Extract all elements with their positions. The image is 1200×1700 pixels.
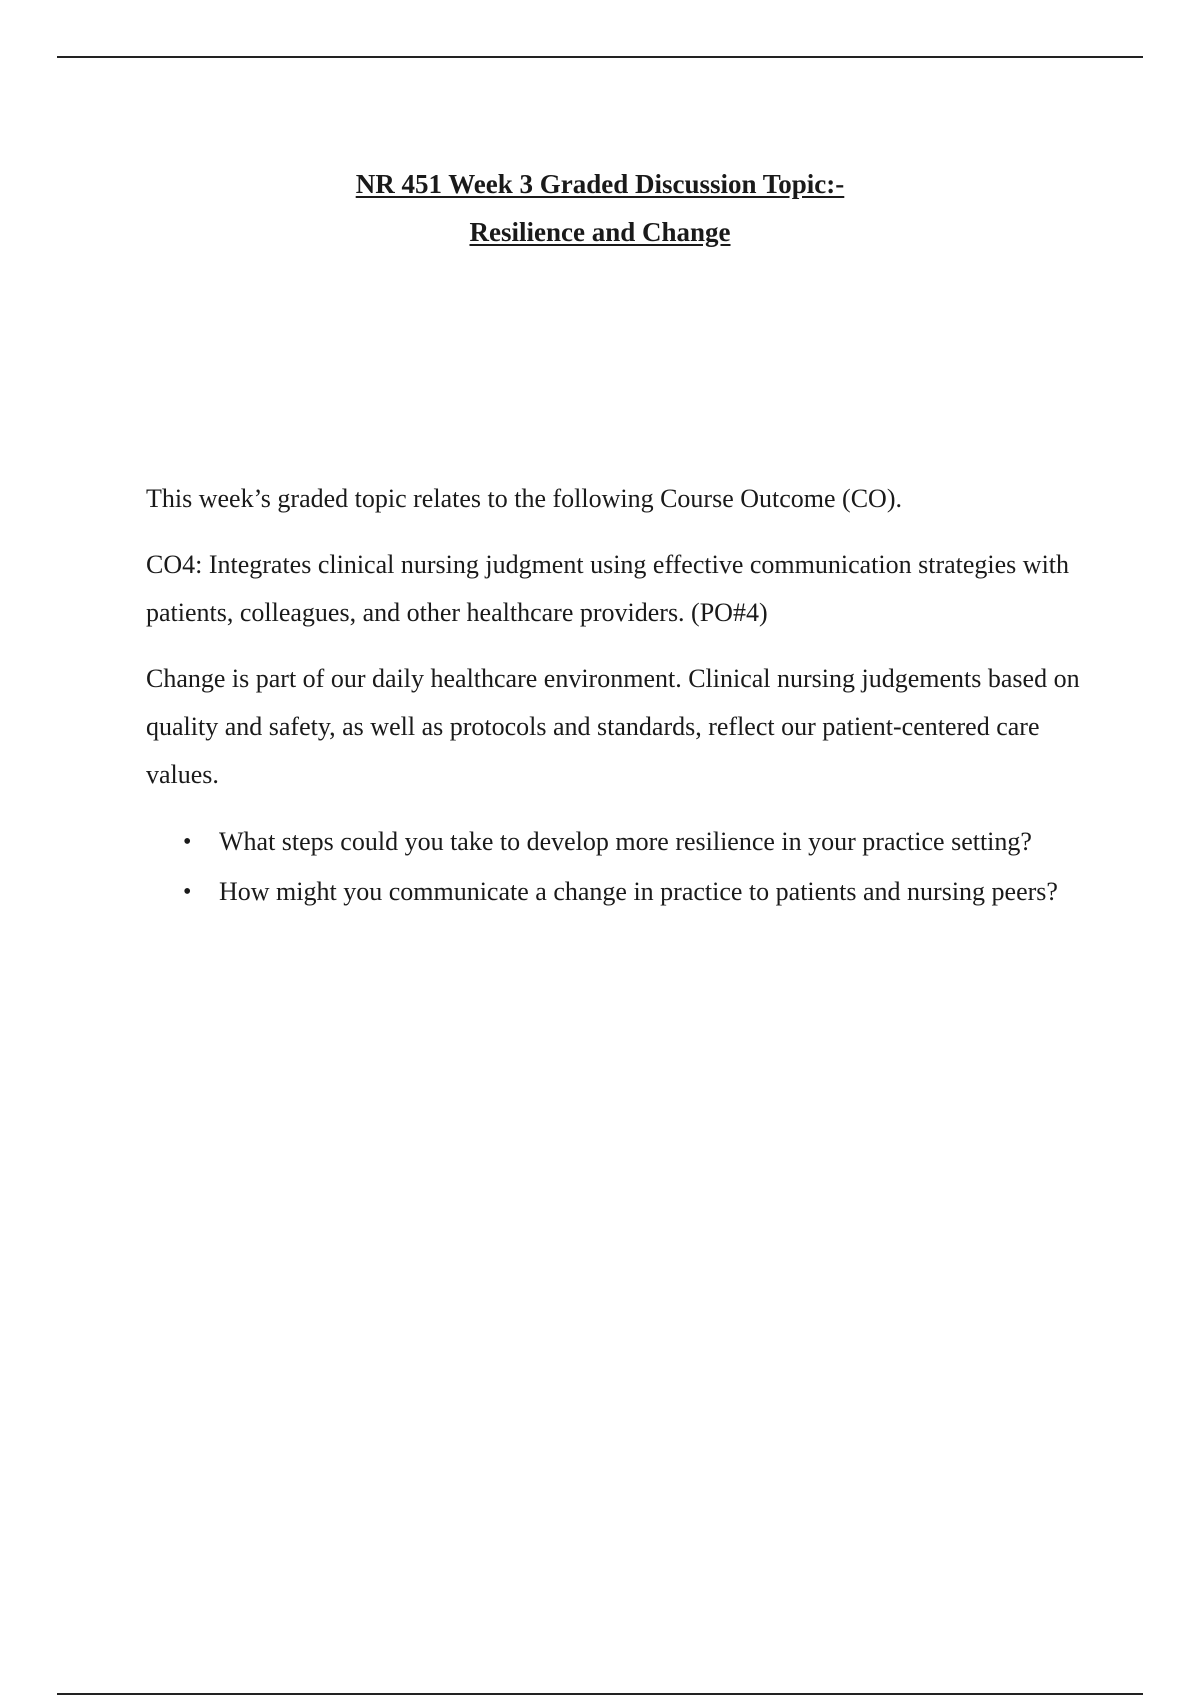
course-outcome-paragraph: CO4: Integrates clinical nursing judgment using effective communication strategies with patients, colleagues, and other healthcare providers. (PO#4): [146, 550, 1070, 627]
context-paragraph: Change is part of our daily healthcare environment. Clinical nursing judgements based on quality and safety, as well as protocols and standards, reflect our patient-centered care values.: [146, 664, 1080, 789]
question-text: How might you communicate a change in practice to patients and nursing peers?: [219, 877, 1058, 906]
document-title: [0, 160, 1200, 256]
list-item: [183, 817, 1086, 867]
bottom-divider: [57, 1693, 1143, 1695]
bullet-icon: •: [183, 879, 192, 905]
question-text: What steps could you take to develop more resilience in your practice setting?: [219, 827, 1032, 856]
intro-paragraph: This week’s graded topic relates to the following Course Outcome (CO).: [146, 484, 902, 513]
document-body: [146, 475, 1086, 917]
bullet-icon: •: [183, 829, 192, 855]
title-line-1: NR 451 Week 3 Graded Discussion Topic:-: [355, 169, 845, 199]
title-line-2: Resilience and Change: [469, 217, 731, 247]
list-item: [183, 867, 1086, 917]
top-divider: [57, 56, 1143, 58]
question-list: [146, 817, 1086, 917]
